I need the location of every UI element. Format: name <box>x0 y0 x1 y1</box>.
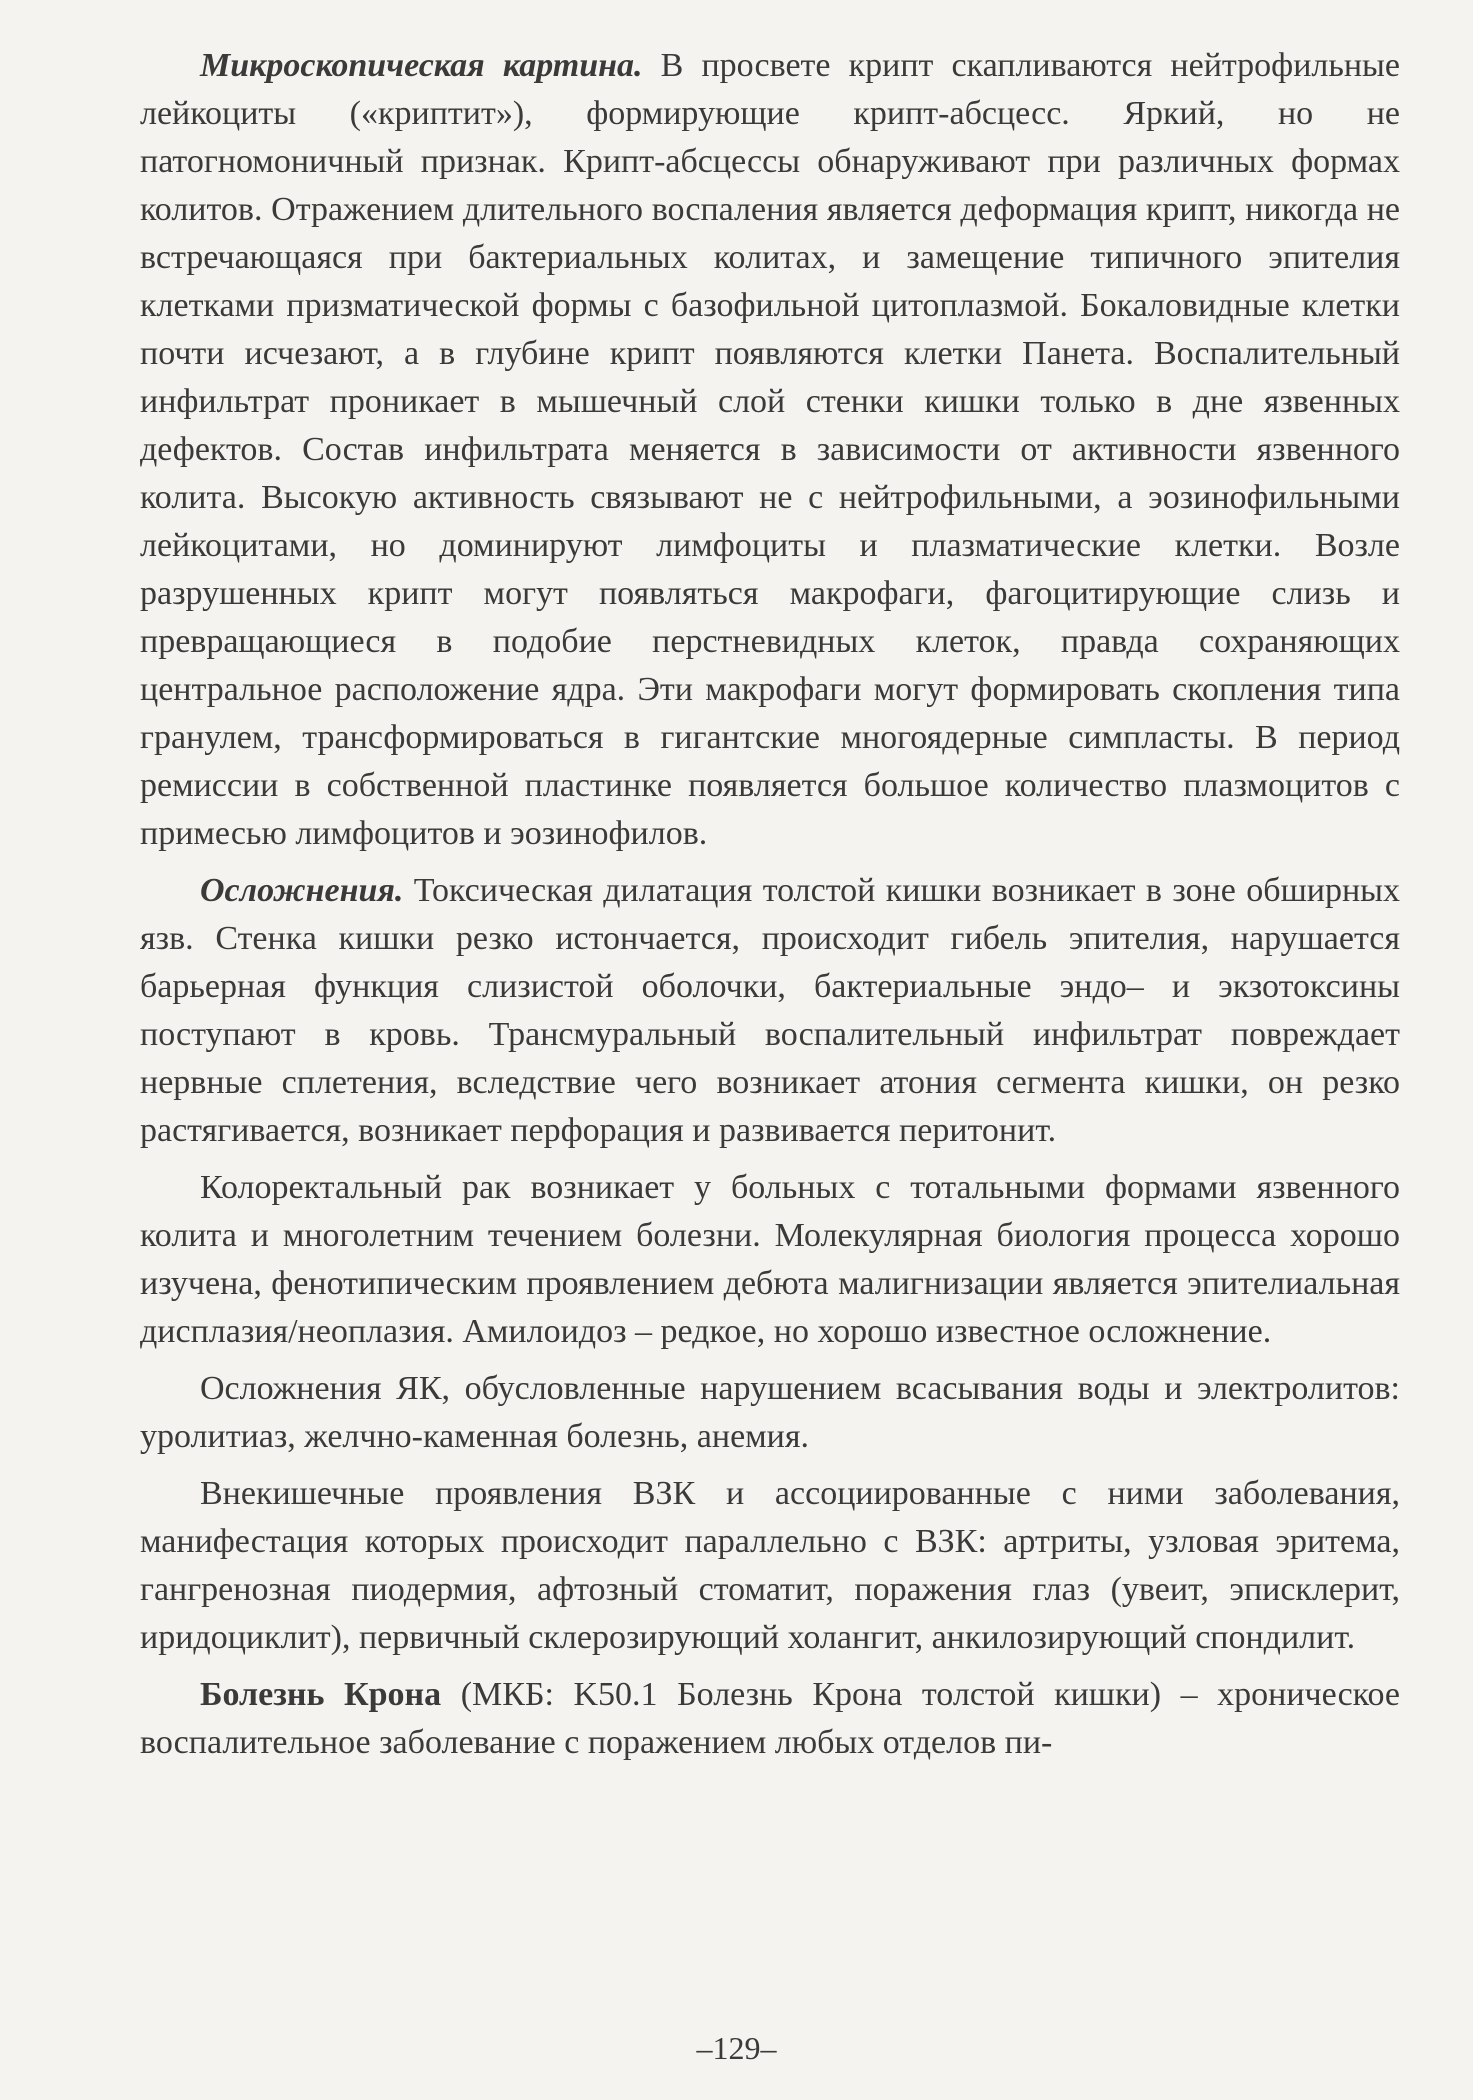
paragraph-text: Внекишечные проявления ВЗК и ассоциированные с ними заболевания, манифестация которых происходит параллельно с ВЗК: артриты, узловая эритема, гангренозная пиодермия, афтозный стоматит, поражения глаз (увеит, эписклерит, иридоциклит), первичный склерозирующий холангит, анкилозирующий спондилит. <box>140 1475 1400 1656</box>
paragraph-text: Осложнения ЯК, обусловленные нарушением всасывания воды и электролитов: уролитиаз, желчно-каменная болезнь, анемия. <box>140 1370 1400 1455</box>
paragraph-extraintestinal <box>140 1470 1400 1662</box>
paragraph-text: В просвете крипт скапливаются нейтрофильные лейкоциты («криптит»), формирующие крипт-абсцесс. Яркий, но не патогномоничный признак. Крипт-абсцессы обнаруживают при различных формах колитов. Отражением длительного воспаления является деформация крипт, никогда не встречающаяся при бактериальных колитах, и замещение типичного эпителия клетками призматической формы с базофильной цитоплазмой. Бокаловидные клетки почти исчезают, а в глубине крипт появляются клетки Панета. Воспалительный инфильтрат проникает в мышечный слой стенки кишки только в дне язвенных дефектов. Состав инфильтрата меняется в зависимости от активности язвенного колита. Высокую активность связывают не с нейтрофильными, а эозинофильными лейкоцитами, но доминируют лимфоциты и плазматические клетки. Возле разрушенных крипт могут появляться макрофаги, фагоцитирующие слизь и превращающиеся в подобие перстневидных клеток, правда сохраняющих центральное расположение ядра. Эти макрофаги могут формировать скопления типа гранулем, трансформироваться в гигантские многоядерные симпласты. В период ремиссии в собственной пластинке появляется большое количество плазмоцитов с примесью лимфоцитов и эозинофилов. <box>140 47 1400 852</box>
page-number: –129– <box>696 2030 777 2066</box>
paragraph-microscopic-picture <box>140 42 1400 858</box>
heading-crohns-disease: Болезнь Крона <box>200 1676 442 1713</box>
paragraph-complications <box>140 867 1400 1155</box>
document-page <box>140 42 1400 1767</box>
heading-complications: Осложнения. <box>200 872 404 909</box>
paragraph-crohns-disease <box>140 1671 1400 1767</box>
paragraph-uc-complications <box>140 1365 1400 1461</box>
paragraph-colorectal-cancer <box>140 1164 1400 1356</box>
paragraph-text: (МКБ: K50.1 Болезнь Крона толстой кишки) – хроническое воспалительное заболевание с поражением любых отделов пи- <box>140 1676 1400 1761</box>
paragraph-text: Токсическая дилатация толстой кишки возникает в зоне обширных язв. Стенка кишки резко истончается, происходит гибель эпителия, нарушается барьерная функция слизистой оболочки, бактериальные эндо– и экзотоксины поступают в кровь. Трансмуральный воспалительный инфильтрат повреждает нервные сплетения, вследствие чего возникает атония сегмента кишки, он резко растягивается, возникает перфорация и развивается перитонит. <box>140 872 1400 1149</box>
heading-microscopic-picture: Микроскопическая картина. <box>200 47 643 84</box>
paragraph-text: Колоректальный рак возникает у больных с тотальными формами язвенного колита и многолетним течением болезни. Молекулярная биология процесса хорошо изучена, фенотипическим проявлением дебюта малигнизации является эпителиальная дисплазия/неоплазия. Амилоидоз – редкое, но хорошо известное осложнение. <box>140 1169 1400 1350</box>
